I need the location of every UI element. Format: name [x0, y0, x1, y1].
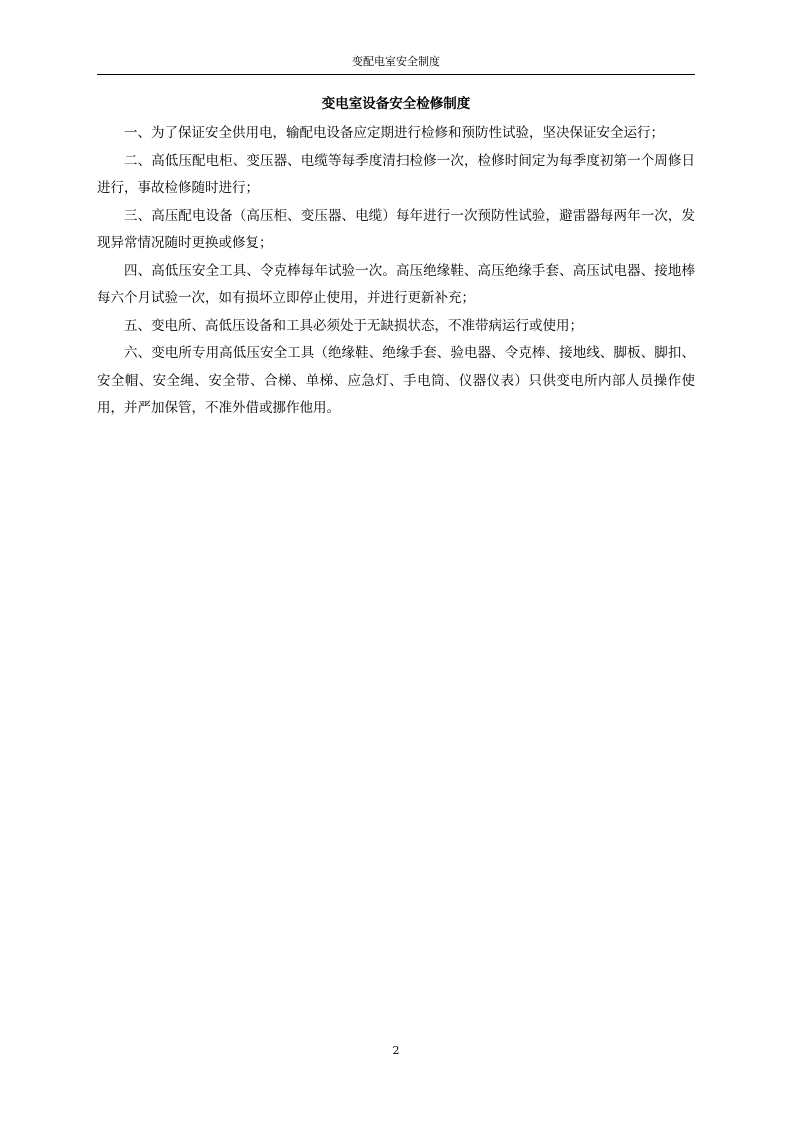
page-header: 变配电室安全制度 [352, 55, 440, 68]
paragraph-1: 一、为了保证安全供用电，输配电设备应定期进行检修和预防性试验，坚决保证安全运行； [124, 125, 664, 141]
paragraph-5: 五、变电所、高低压设备和工具必须处于无缺损状态，不准带病运行或使用； [124, 317, 583, 334]
document-body [97, 120, 695, 423]
paragraph-2: 二、高低压配电柜、变压器、电缆等每季度清扫检修一次，检修时间定为每季度初第一个周修日进行，事故检修随时进行； [97, 152, 695, 196]
paragraph-6: 六、变电所专用高低压安全工具（绝缘鞋、绝缘手套、验电器、令克棒、接地线、脚板、脚扣、安全帽、安全绳、安全带、合梯、单梯、应急灯、手电筒、仪器仪表）只供变电所内部人员操作使用，并严加保管，不准外借或挪作他用。 [97, 345, 695, 416]
paragraph-4: 四、高低压安全工具、令克棒每年试验一次。高压绝缘鞋、高压绝缘手套、高压试电器、接地棒每六个月试验一次，如有损坏立即停止使用，并进行更新补充； [97, 262, 695, 306]
page-number: 2 [392, 1044, 400, 1057]
document-title: 变电室设备安全检修制度 [321, 96, 471, 112]
paragraph-3: 三、高压配电设备（高压柜、变压器、电缆）每年进行一次预防性试验，避雷器每两年一次，发现异常情况随时更换或修复； [97, 207, 695, 251]
header-divider [97, 74, 695, 75]
